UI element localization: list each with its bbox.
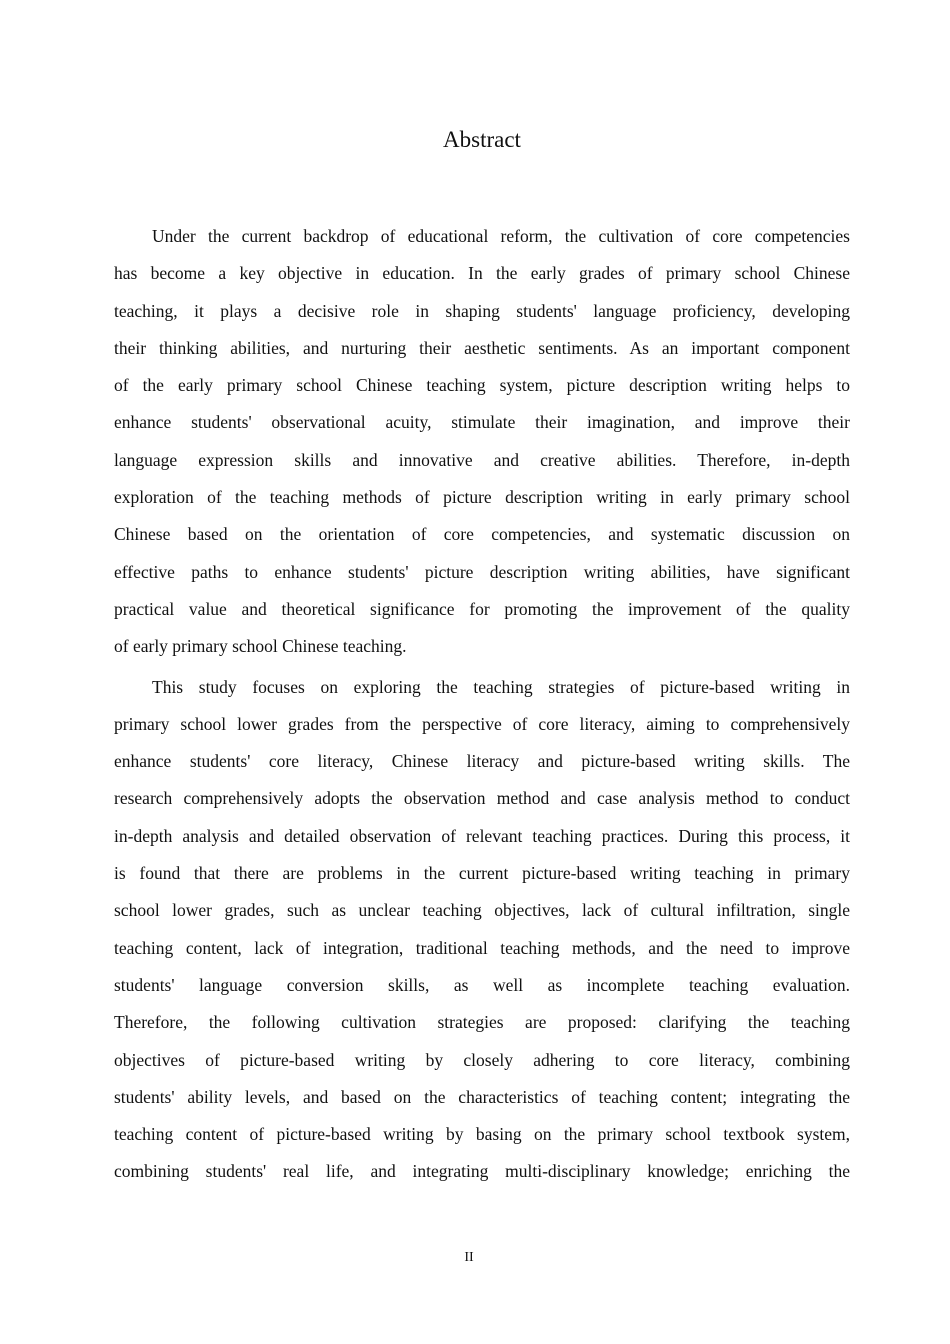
text-line: of the early primary school Chinese teaching system, picture description writing helps to: [114, 375, 850, 396]
page-title: Abstract: [443, 127, 521, 152]
text-line: primary school lower grades from the perspective of core literacy, aiming to comprehensively: [114, 713, 850, 734]
text-line: school lower grades, such as unclear teaching objectives, lack of cultural infiltration, single: [114, 900, 850, 921]
text-line: practical value and theoretical significance for promoting the improvement of the quality: [114, 598, 850, 619]
page-number: II: [464, 1250, 474, 1265]
text-line: of early primary school Chinese teaching.: [114, 636, 407, 657]
paragraph-2: [114, 669, 850, 1191]
text-line: language expression skills and innovative and creative abilities. Therefore, in-depth: [114, 449, 850, 470]
text-line: in-depth analysis and detailed observation of relevant teaching practices. During this process, it: [114, 825, 850, 846]
text-line: teaching content, lack of integration, traditional teaching methods, and the need to improve: [114, 937, 850, 958]
text-line: enhance students' core literacy, Chinese literacy and picture-based writing skills. The: [114, 751, 850, 772]
text-line: teaching content of picture-based writing by basing on the primary school textbook system,: [114, 1124, 850, 1145]
text-line: students' ability levels, and based on the characteristics of teaching content; integrating the: [114, 1086, 850, 1107]
text-line: students' language conversion skills, as well as incomplete teaching evaluation.: [114, 974, 850, 995]
text-line: is found that there are problems in the current picture-based writing teaching in primary: [114, 863, 850, 884]
text-line: effective paths to enhance students' picture description writing abilities, have significant: [114, 561, 850, 582]
text-line: enhance students' observational acuity, stimulate their imagination, and improve their: [114, 412, 850, 433]
text-line: Under the current backdrop of educational reform, the cultivation of core competencies: [152, 226, 850, 246]
text-line: has become a key objective in education. In the early grades of primary school Chinese: [114, 263, 850, 284]
text-line: exploration of the teaching methods of picture description writing in early primary school: [114, 487, 850, 508]
text-line: This study focuses on exploring the teaching strategies of picture-based writing in: [152, 676, 850, 697]
text-line: combining students' real life, and integrating multi-disciplinary knowledge; enriching the: [114, 1161, 850, 1182]
paragraph-1: [114, 218, 850, 666]
abstract-body: [114, 218, 850, 1191]
text-line: research comprehensively adopts the observation method and case analysis method to conduct: [114, 788, 850, 809]
text-line: Chinese based on the orientation of core competencies, and systematic discussion on: [114, 524, 850, 545]
text-line: objectives of picture-based writing by closely adhering to core literacy, combining: [114, 1049, 850, 1070]
text-line: Therefore, the following cultivation strategies are proposed: clarifying the teaching: [114, 1012, 850, 1033]
text-line: their thinking abilities, and nurturing their aesthetic sentiments. As an important component: [114, 337, 850, 358]
text-line: teaching, it plays a decisive role in shaping students' language proficiency, developing: [114, 300, 850, 321]
